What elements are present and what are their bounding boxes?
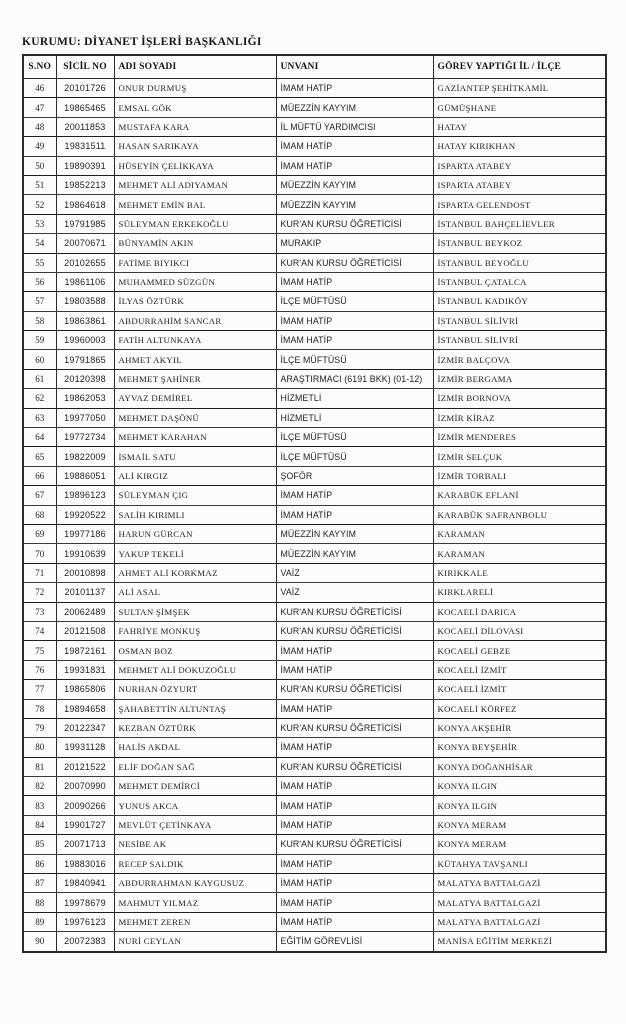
cell-sicil-no: 20071713 xyxy=(56,835,114,854)
cell-gorev-yeri: İSTANBUL SİLİVRİ xyxy=(433,311,606,330)
cell-sira-no: 51 xyxy=(23,175,56,194)
col-header-sno: S.NO xyxy=(23,55,56,79)
cell-gorev-yeri: KONYA AKŞEHİR xyxy=(433,718,606,737)
table-row xyxy=(23,389,606,408)
col-header-gorev-il-ilce: GÖREV YAPTIĞI İL / İLÇE xyxy=(433,55,606,79)
cell-gorev-yeri: KOCAELİ KÖRFEZ xyxy=(433,699,606,718)
cell-sicil-no: 19886051 xyxy=(56,466,114,485)
table-row xyxy=(23,524,606,543)
cell-sicil-no: 19910639 xyxy=(56,544,114,563)
cell-unvani: ŞOFÖR xyxy=(276,466,433,485)
cell-gorev-yeri: İZMİR BALÇOVA xyxy=(433,350,606,369)
cell-sicil-no: 20120398 xyxy=(56,369,114,388)
cell-adi-soyadi: FATİME BIYIKCI xyxy=(114,253,276,272)
cell-sicil-no: 19861106 xyxy=(56,272,114,291)
cell-sicil-no: 19977186 xyxy=(56,524,114,543)
cell-sicil-no: 20070671 xyxy=(56,234,114,253)
cell-adi-soyadi: ABDURRAHİM SANCAR xyxy=(114,311,276,330)
cell-sira-no: 63 xyxy=(23,408,56,427)
cell-adi-soyadi: SÜLEYMAN ÇIG xyxy=(114,486,276,505)
cell-sicil-no: 20121508 xyxy=(56,621,114,640)
cell-sira-no: 83 xyxy=(23,796,56,815)
cell-sira-no: 47 xyxy=(23,98,56,117)
cell-sicil-no: 20070990 xyxy=(56,777,114,796)
cell-adi-soyadi: HÜSEYİN ÇELİKKAYA xyxy=(114,156,276,175)
cell-unvani: KUR'AN KURSU ÖĞRETİCİSİ xyxy=(276,718,433,737)
cell-gorev-yeri: KARAMAN xyxy=(433,524,606,543)
cell-adi-soyadi: OSMAN BOZ xyxy=(114,641,276,660)
table-row xyxy=(23,234,606,253)
cell-unvani: İLÇE MÜFTÜSÜ xyxy=(276,428,433,447)
cell-adi-soyadi: NESİBE AK xyxy=(114,835,276,854)
cell-sira-no: 71 xyxy=(23,563,56,582)
table-row xyxy=(23,214,606,233)
cell-sicil-no: 19978679 xyxy=(56,893,114,912)
table-row xyxy=(23,505,606,524)
cell-sira-no: 82 xyxy=(23,777,56,796)
cell-gorev-yeri: İZMİR KİRAZ xyxy=(433,408,606,427)
table-row xyxy=(23,544,606,563)
table-row xyxy=(23,408,606,427)
cell-sira-no: 85 xyxy=(23,835,56,854)
cell-adi-soyadi: AHMET AKYIL xyxy=(114,350,276,369)
cell-sicil-no: 19791985 xyxy=(56,214,114,233)
cell-unvani: HİZMETLİ xyxy=(276,389,433,408)
cell-sira-no: 69 xyxy=(23,524,56,543)
cell-gorev-yeri: KIRIKKALE xyxy=(433,563,606,582)
cell-sira-no: 75 xyxy=(23,641,56,660)
cell-unvani: MÜEZZİN KAYYIM xyxy=(276,544,433,563)
cell-adi-soyadi: KEZBAN ÖZTÜRK xyxy=(114,718,276,737)
table-row xyxy=(23,893,606,912)
table-row xyxy=(23,369,606,388)
document-body xyxy=(22,36,606,953)
cell-unvani: ARAŞTIRMACI (6191 BKK) (01-12) xyxy=(276,369,433,388)
cell-gorev-yeri: İZMİR BORNOVA xyxy=(433,389,606,408)
cell-gorev-yeri: İZMİR MENDERES xyxy=(433,428,606,447)
cell-gorev-yeri: MALATYA BATTALGAZİ xyxy=(433,912,606,931)
cell-sicil-no: 19772734 xyxy=(56,428,114,447)
cell-gorev-yeri: İSTANBUL BAHÇELİEVLER xyxy=(433,214,606,233)
table-row xyxy=(23,350,606,369)
cell-sicil-no: 19890391 xyxy=(56,156,114,175)
cell-gorev-yeri: GAZİANTEP ŞEHİTKAMİL xyxy=(433,79,606,98)
cell-unvani: HİZMETLİ xyxy=(276,408,433,427)
cell-gorev-yeri: KIRKLARELİ xyxy=(433,583,606,602)
cell-sira-no: 76 xyxy=(23,660,56,679)
cell-sicil-no: 19931128 xyxy=(56,738,114,757)
cell-gorev-yeri: İZMİR BERGAMA xyxy=(433,369,606,388)
cell-adi-soyadi: SÜLEYMAN ERKEKOĞLU xyxy=(114,214,276,233)
cell-unvani: VAİZ xyxy=(276,563,433,582)
cell-adi-soyadi: NURİ CEYLAN xyxy=(114,932,276,952)
cell-sicil-no: 19791865 xyxy=(56,350,114,369)
table-row xyxy=(23,680,606,699)
cell-adi-soyadi: MEHMET KARAHAN xyxy=(114,428,276,447)
table-row xyxy=(23,796,606,815)
cell-unvani: KUR'AN KURSU ÖĞRETİCİSİ xyxy=(276,835,433,854)
cell-sira-no: 57 xyxy=(23,292,56,311)
cell-sicil-no: 20101726 xyxy=(56,79,114,98)
cell-adi-soyadi: FATİH ALTUNKAYA xyxy=(114,331,276,350)
cell-unvani: İMAM HATİP xyxy=(276,641,433,660)
cell-adi-soyadi: SALİH KIRIMLI xyxy=(114,505,276,524)
table-header-row xyxy=(23,55,606,79)
cell-sira-no: 78 xyxy=(23,699,56,718)
table-row xyxy=(23,815,606,834)
records-table xyxy=(22,54,607,953)
cell-adi-soyadi: NURHAN ÖZYURT xyxy=(114,680,276,699)
cell-adi-soyadi: MEHMET ZEREN xyxy=(114,912,276,931)
cell-unvani: MÜEZZİN KAYYIM xyxy=(276,524,433,543)
cell-sicil-no: 20010898 xyxy=(56,563,114,582)
cell-sicil-no: 19931831 xyxy=(56,660,114,679)
table-row xyxy=(23,428,606,447)
cell-unvani: İMAM HATİP xyxy=(276,486,433,505)
table-row xyxy=(23,447,606,466)
cell-sicil-no: 20090266 xyxy=(56,796,114,815)
cell-unvani: MÜEZZİN KAYYIM xyxy=(276,195,433,214)
cell-sira-no: 86 xyxy=(23,854,56,873)
cell-gorev-yeri: MALATYA BATTALGAZİ xyxy=(433,893,606,912)
cell-gorev-yeri: KÜTAHYA TAVŞANLI xyxy=(433,854,606,873)
cell-gorev-yeri: KOCAELİ DARICA xyxy=(433,602,606,621)
cell-unvani: İMAM HATİP xyxy=(276,137,433,156)
cell-gorev-yeri: KARAMAN xyxy=(433,544,606,563)
cell-sira-no: 61 xyxy=(23,369,56,388)
cell-sira-no: 80 xyxy=(23,738,56,757)
table-row xyxy=(23,156,606,175)
cell-adi-soyadi: YUNUS AKCA xyxy=(114,796,276,815)
cell-sicil-no: 19872161 xyxy=(56,641,114,660)
cell-unvani: İMAM HATİP xyxy=(276,79,433,98)
cell-sira-no: 59 xyxy=(23,331,56,350)
cell-unvani: İMAM HATİP xyxy=(276,156,433,175)
table-row xyxy=(23,563,606,582)
cell-gorev-yeri: ISPARTA ATABEY xyxy=(433,156,606,175)
cell-adi-soyadi: SULTAN ŞİMŞEK xyxy=(114,602,276,621)
col-header-sicil: SİCİL NO xyxy=(56,55,114,79)
cell-unvani: KUR'AN KURSU ÖĞRETİCİSİ xyxy=(276,757,433,776)
cell-sira-no: 87 xyxy=(23,874,56,893)
cell-sicil-no: 19840941 xyxy=(56,874,114,893)
cell-unvani: İMAM HATİP xyxy=(276,893,433,912)
cell-unvani: EĞİTİM GÖREVLİSİ xyxy=(276,932,433,952)
cell-gorev-yeri: İSTANBUL BEYOĞLU xyxy=(433,253,606,272)
cell-sira-no: 46 xyxy=(23,79,56,98)
cell-gorev-yeri: ISPARTA ATABEY xyxy=(433,175,606,194)
cell-unvani: İMAM HATİP xyxy=(276,874,433,893)
cell-adi-soyadi: MEHMET DAŞÖNÜ xyxy=(114,408,276,427)
cell-sicil-no: 19852213 xyxy=(56,175,114,194)
cell-gorev-yeri: İSTANBUL BEYKOZ xyxy=(433,234,606,253)
cell-sicil-no: 19896123 xyxy=(56,486,114,505)
cell-unvani: İMAM HATİP xyxy=(276,854,433,873)
cell-unvani: İL MÜFTÜ YARDIMCISI xyxy=(276,117,433,136)
cell-gorev-yeri: KONYA BEYŞEHİR xyxy=(433,738,606,757)
cell-gorev-yeri: İZMİR TORBALI xyxy=(433,466,606,485)
cell-gorev-yeri: HATAY xyxy=(433,117,606,136)
cell-unvani: MÜEZZİN KAYYIM xyxy=(276,98,433,117)
cell-unvani: MÜEZZİN KAYYIM xyxy=(276,175,433,194)
cell-adi-soyadi: ŞAHABETTİN ALTUNTAŞ xyxy=(114,699,276,718)
cell-gorev-yeri: KONYA ILGIN xyxy=(433,796,606,815)
cell-sira-no: 60 xyxy=(23,350,56,369)
table-row xyxy=(23,486,606,505)
cell-sira-no: 58 xyxy=(23,311,56,330)
cell-adi-soyadi: MEHMET EMİN BAL xyxy=(114,195,276,214)
cell-sicil-no: 19803588 xyxy=(56,292,114,311)
cell-sira-no: 67 xyxy=(23,486,56,505)
cell-unvani: İMAM HATİP xyxy=(276,815,433,834)
cell-unvani: İMAM HATİP xyxy=(276,912,433,931)
table-row xyxy=(23,874,606,893)
cell-sira-no: 72 xyxy=(23,583,56,602)
cell-gorev-yeri: KONYA MERAM xyxy=(433,835,606,854)
cell-adi-soyadi: MAHMUT YILMAZ xyxy=(114,893,276,912)
cell-unvani: KUR'AN KURSU ÖĞRETİCİSİ xyxy=(276,253,433,272)
table-row xyxy=(23,117,606,136)
cell-gorev-yeri: KONYA MERAM xyxy=(433,815,606,834)
cell-adi-soyadi: ALİ KIRGIZ xyxy=(114,466,276,485)
cell-sicil-no: 19920522 xyxy=(56,505,114,524)
cell-sicil-no: 19865806 xyxy=(56,680,114,699)
cell-sira-no: 66 xyxy=(23,466,56,485)
cell-adi-soyadi: YAKUP TEKELİ xyxy=(114,544,276,563)
cell-sicil-no: 20102655 xyxy=(56,253,114,272)
cell-adi-soyadi: MEHMET DEMİRCİ xyxy=(114,777,276,796)
table-row xyxy=(23,137,606,156)
table-row xyxy=(23,311,606,330)
cell-gorev-yeri: HATAY KIRIKHAN xyxy=(433,137,606,156)
cell-sicil-no: 20062489 xyxy=(56,602,114,621)
cell-adi-soyadi: MEHMET ALİ DOKUZOĞLU xyxy=(114,660,276,679)
cell-gorev-yeri: İSTANBUL KADIKÖY xyxy=(433,292,606,311)
cell-adi-soyadi: RECEP SALDIK xyxy=(114,854,276,873)
cell-sira-no: 70 xyxy=(23,544,56,563)
page-title: KURUMU: DİYANET İŞLERİ BAŞKANLIĞI xyxy=(22,36,262,48)
table-row xyxy=(23,583,606,602)
cell-unvani: KUR'AN KURSU ÖĞRETİCİSİ xyxy=(276,602,433,621)
cell-unvani: KUR'AN KURSU ÖĞRETİCİSİ xyxy=(276,680,433,699)
cell-adi-soyadi: HALİS AKDAL xyxy=(114,738,276,757)
cell-gorev-yeri: MANİSA EĞİTİM MERKEZİ xyxy=(433,932,606,952)
cell-adi-soyadi: MEHMET ALİ ADIYAMAN xyxy=(114,175,276,194)
cell-unvani: MURAKIP xyxy=(276,234,433,253)
cell-sira-no: 52 xyxy=(23,195,56,214)
col-header-adi-soyadi: ADI SOYADI xyxy=(114,55,276,79)
cell-gorev-yeri: ISPARTA GELENDOST xyxy=(433,195,606,214)
cell-sira-no: 84 xyxy=(23,815,56,834)
cell-sira-no: 53 xyxy=(23,214,56,233)
table-row xyxy=(23,79,606,98)
cell-sira-no: 56 xyxy=(23,272,56,291)
cell-sira-no: 90 xyxy=(23,932,56,952)
cell-unvani: KUR'AN KURSU ÖĞRETİCİSİ xyxy=(276,214,433,233)
cell-sira-no: 54 xyxy=(23,234,56,253)
cell-adi-soyadi: MEVLÜT ÇETİNKAYA xyxy=(114,815,276,834)
table-body xyxy=(23,79,606,952)
cell-gorev-yeri: KARABÜK SAFRANBOLU xyxy=(433,505,606,524)
cell-adi-soyadi: İSMAİL SATU xyxy=(114,447,276,466)
table-row xyxy=(23,738,606,757)
table-row xyxy=(23,757,606,776)
table-row xyxy=(23,912,606,931)
table-row xyxy=(23,331,606,350)
table-row xyxy=(23,98,606,117)
cell-sicil-no: 19831511 xyxy=(56,137,114,156)
cell-adi-soyadi: MEHMET ŞAHİNER xyxy=(114,369,276,388)
table-row xyxy=(23,175,606,194)
table-row xyxy=(23,718,606,737)
cell-unvani: İMAM HATİP xyxy=(276,272,433,291)
cell-unvani: İMAM HATİP xyxy=(276,738,433,757)
cell-sicil-no: 19865465 xyxy=(56,98,114,117)
cell-sira-no: 77 xyxy=(23,680,56,699)
cell-sira-no: 62 xyxy=(23,389,56,408)
cell-adi-soyadi: İLYAS ÖZTÜRK xyxy=(114,292,276,311)
cell-sicil-no: 19894658 xyxy=(56,699,114,718)
cell-adi-soyadi: ABDURRAHMAN KAYGUSUZ xyxy=(114,874,276,893)
table-row xyxy=(23,621,606,640)
cell-unvani: İMAM HATİP xyxy=(276,331,433,350)
cell-sira-no: 48 xyxy=(23,117,56,136)
cell-gorev-yeri: İSTANBUL ÇATALCA xyxy=(433,272,606,291)
cell-sicil-no: 19977050 xyxy=(56,408,114,427)
table-row xyxy=(23,835,606,854)
cell-sira-no: 64 xyxy=(23,428,56,447)
cell-adi-soyadi: HARUN GÜRCAN xyxy=(114,524,276,543)
cell-sira-no: 73 xyxy=(23,602,56,621)
cell-sira-no: 68 xyxy=(23,505,56,524)
cell-gorev-yeri: KOCAELİ İZMİT xyxy=(433,680,606,699)
table-row xyxy=(23,195,606,214)
table-row xyxy=(23,932,606,952)
cell-sira-no: 81 xyxy=(23,757,56,776)
cell-unvani: İMAM HATİP xyxy=(276,777,433,796)
cell-unvani: İLÇE MÜFTÜSÜ xyxy=(276,447,433,466)
cell-sicil-no: 19864618 xyxy=(56,195,114,214)
cell-unvani: İMAM HATİP xyxy=(276,699,433,718)
cell-sira-no: 88 xyxy=(23,893,56,912)
cell-sira-no: 55 xyxy=(23,253,56,272)
cell-unvani: İMAM HATİP xyxy=(276,796,433,815)
table-row xyxy=(23,699,606,718)
cell-sicil-no: 19822009 xyxy=(56,447,114,466)
table-row xyxy=(23,854,606,873)
cell-sicil-no: 20072383 xyxy=(56,932,114,952)
cell-unvani: KUR'AN KURSU ÖĞRETİCİSİ xyxy=(276,621,433,640)
cell-adi-soyadi: ALİ ASAL xyxy=(114,583,276,602)
cell-gorev-yeri: KONYA ILGIN xyxy=(433,777,606,796)
table-row xyxy=(23,466,606,485)
cell-gorev-yeri: KOCAELİ İZMİT xyxy=(433,660,606,679)
cell-adi-soyadi: ONUR DURMUŞ xyxy=(114,79,276,98)
cell-gorev-yeri: KOCAELİ GEBZE xyxy=(433,641,606,660)
cell-adi-soyadi: EMSAL GÖK xyxy=(114,98,276,117)
cell-gorev-yeri: İZMİR SELÇUK xyxy=(433,447,606,466)
cell-sicil-no: 20101137 xyxy=(56,583,114,602)
cell-adi-soyadi: FAHRİYE MONKUŞ xyxy=(114,621,276,640)
cell-sicil-no: 19960003 xyxy=(56,331,114,350)
cell-gorev-yeri: KONYA DOĞANHİSAR xyxy=(433,757,606,776)
cell-unvani: İMAM HATİP xyxy=(276,311,433,330)
table-row xyxy=(23,777,606,796)
table-row xyxy=(23,602,606,621)
cell-sira-no: 79 xyxy=(23,718,56,737)
cell-sicil-no: 20121522 xyxy=(56,757,114,776)
cell-adi-soyadi: AHMET ALİ KORKMAZ xyxy=(114,563,276,582)
cell-unvani: İLÇE MÜFTÜSÜ xyxy=(276,350,433,369)
cell-sicil-no: 19863861 xyxy=(56,311,114,330)
cell-sira-no: 89 xyxy=(23,912,56,931)
cell-adi-soyadi: MUHAMMED SÜZGÜN xyxy=(114,272,276,291)
cell-sicil-no: 20011853 xyxy=(56,117,114,136)
cell-sicil-no: 19862053 xyxy=(56,389,114,408)
cell-unvani: İMAM HATİP xyxy=(276,505,433,524)
cell-gorev-yeri: MALATYA BATTALGAZİ xyxy=(433,874,606,893)
cell-adi-soyadi: HASAN SARIKAYA xyxy=(114,137,276,156)
cell-sicil-no: 19883016 xyxy=(56,854,114,873)
cell-gorev-yeri: İSTANBUL SİLİVRİ xyxy=(433,331,606,350)
table-row xyxy=(23,253,606,272)
cell-sicil-no: 19901727 xyxy=(56,815,114,834)
cell-sira-no: 74 xyxy=(23,621,56,640)
table-row xyxy=(23,292,606,311)
cell-sicil-no: 19976123 xyxy=(56,912,114,931)
cell-unvani: İMAM HATİP xyxy=(276,660,433,679)
table-row xyxy=(23,641,606,660)
cell-adi-soyadi: AYVAZ DEMİREL xyxy=(114,389,276,408)
table-row xyxy=(23,272,606,291)
cell-gorev-yeri: KOCAELİ DİLOVASI xyxy=(433,621,606,640)
cell-adi-soyadi: ELİF DOĞAN SAĞ xyxy=(114,757,276,776)
table-row xyxy=(23,660,606,679)
cell-sira-no: 49 xyxy=(23,137,56,156)
cell-sicil-no: 20122347 xyxy=(56,718,114,737)
cell-unvani: İLÇE MÜFTÜSÜ xyxy=(276,292,433,311)
cell-adi-soyadi: BÜNYAMİN AKIN xyxy=(114,234,276,253)
cell-sira-no: 65 xyxy=(23,447,56,466)
cell-gorev-yeri: GÜMÜŞHANE xyxy=(433,98,606,117)
cell-unvani: VAİZ xyxy=(276,583,433,602)
col-header-unvani: UNVANI xyxy=(276,55,433,79)
cell-sira-no: 50 xyxy=(23,156,56,175)
cell-gorev-yeri: KARABÜK EFLANİ xyxy=(433,486,606,505)
cell-adi-soyadi: MUSTAFA KARA xyxy=(114,117,276,136)
